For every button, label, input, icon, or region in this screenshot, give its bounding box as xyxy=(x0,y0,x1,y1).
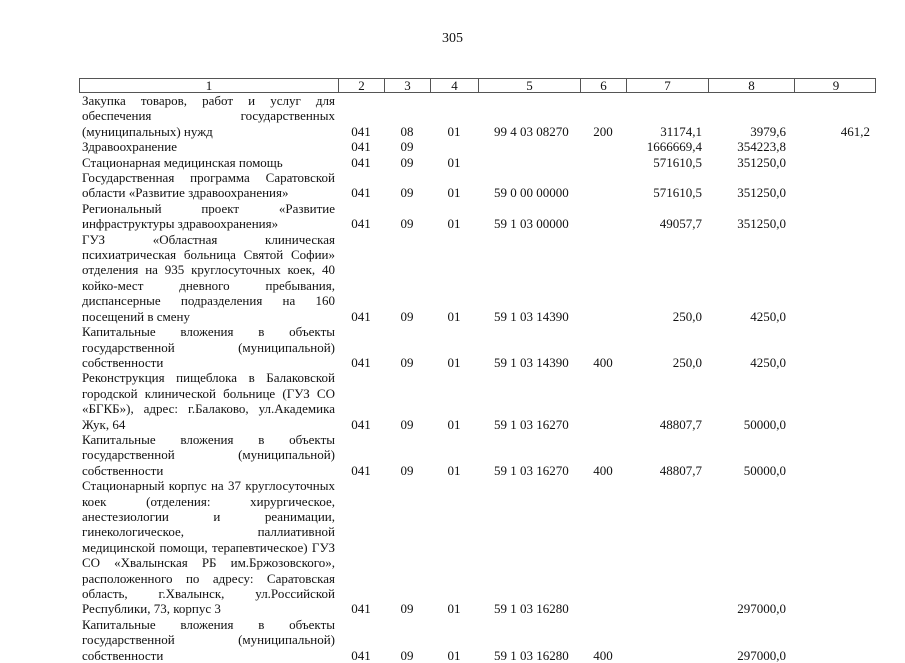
cell-c2: 041 xyxy=(351,154,371,170)
cell-c2: 041 xyxy=(351,123,371,139)
cell-c5: 59 1 03 16280 xyxy=(494,601,569,617)
cell-c2: 041 xyxy=(351,354,371,370)
table-row xyxy=(79,155,876,170)
cell-c4: 01 xyxy=(447,601,461,617)
cell-c8: 351250,0 xyxy=(737,185,786,201)
table-row xyxy=(79,170,876,201)
cell-c6: 400 xyxy=(593,354,613,370)
cell-c7: 571610,5 xyxy=(653,185,702,201)
cell-c3: 09 xyxy=(400,139,414,155)
cell-c6: 400 xyxy=(593,647,613,663)
table-row xyxy=(79,232,876,324)
cell-c5: 59 1 03 16270 xyxy=(494,462,569,478)
cell-c5: 59 1 03 14390 xyxy=(494,354,569,370)
cell-c3: 09 xyxy=(400,416,414,432)
cell-c8: 351250,0 xyxy=(737,154,786,170)
cell-c5: 99 4 03 08270 xyxy=(494,123,569,139)
header-cell: 9 xyxy=(832,78,840,93)
table-row xyxy=(79,432,876,478)
cell-c5: 59 1 03 16270 xyxy=(494,416,569,432)
table-row xyxy=(79,324,876,370)
cell-c5: 59 1 03 14390 xyxy=(494,308,569,324)
table-header xyxy=(79,78,876,93)
cell-c2: 041 xyxy=(351,185,371,201)
cell-c5: 59 1 03 16280 xyxy=(494,647,569,663)
table-row xyxy=(79,93,876,139)
cell-c4: 01 xyxy=(447,154,461,170)
cell-c2: 041 xyxy=(351,139,371,155)
row-name-cell: Стационарная медицинская помощь xyxy=(82,154,283,170)
header-cell: 1 xyxy=(80,79,339,92)
header-cell: 5 xyxy=(479,79,581,92)
cell-c4: 01 xyxy=(447,462,461,478)
cell-c8: 297000,0 xyxy=(737,601,786,617)
cell-c4: 01 xyxy=(447,647,461,663)
cell-c8: 297000,0 xyxy=(737,647,786,663)
cell-c9: 461,2 xyxy=(840,123,870,139)
cell-c8: 50000,0 xyxy=(743,462,786,478)
row-name-cell: Здравоохранение xyxy=(82,139,177,155)
page-number: 305 xyxy=(442,31,463,46)
row-name-cell: Реконструкция пищеблока в Балаковской городской клинической больнице (ГУЗ СО «БГКБ»), адрес: г.Балаково, ул.Академика Жук, 64 xyxy=(82,370,335,432)
cell-c3: 09 xyxy=(400,308,414,324)
row-name-cell: ГУЗ «Областная клиническая психиатрическая больница Святой Софии» отделения на 935 круглосуточных коек, 40 койко-мест дневного пребывания, диспансерные подразделения на 160 посещений в смену xyxy=(82,231,335,324)
cell-c8: 4250,0 xyxy=(750,354,786,370)
table-row xyxy=(79,478,876,617)
row-name-cell: Региональный проект «Развитие инфраструктуры здравоохранения» xyxy=(82,200,335,232)
cell-c2: 041 xyxy=(351,216,371,232)
header-cell: 4 xyxy=(431,79,479,92)
cell-c4: 01 xyxy=(447,416,461,432)
header-cell: 3 xyxy=(385,79,431,92)
header-cell: 7 xyxy=(627,79,709,92)
row-name-cell: Закупка товаров, работ и услуг для обеспечения государственных (муниципальных) нужд xyxy=(82,93,335,139)
cell-c2: 041 xyxy=(351,647,371,663)
header-cell: 2 xyxy=(339,79,385,92)
table-row xyxy=(79,139,876,154)
cell-c4: 01 xyxy=(447,123,461,139)
header-cell: 6 xyxy=(581,79,627,92)
row-name-cell: Капитальные вложения в объекты государственной (муниципальной) собственности xyxy=(82,324,335,370)
cell-c8: 4250,0 xyxy=(750,308,786,324)
cell-c4: 01 xyxy=(447,185,461,201)
cell-c7: 1666669,4 xyxy=(646,139,702,155)
cell-c7: 250,0 xyxy=(672,354,702,370)
cell-c7: 31174,1 xyxy=(660,123,702,139)
row-name-cell: Государственная программа Саратовской области «Развитие здравоохранения» xyxy=(82,170,335,201)
cell-c8: 50000,0 xyxy=(743,416,786,432)
cell-c8: 354223,8 xyxy=(737,139,786,155)
cell-c7: 49057,7 xyxy=(659,216,702,232)
cell-c6: 400 xyxy=(593,462,613,478)
cell-c2: 041 xyxy=(351,308,371,324)
row-name-cell: Стационарный корпус на 37 круглосуточных коек (отделения: хирургическое, анестезиологии и реанимации, гинекологическое, паллиативной медицинской помощи, терапевтическое) ГУЗ СО «Хвалынская РБ им.Бржозовского», расположенного по адресу: Саратовская область, г.Хвалынск, ул.Российской Республики, 73, корпус 3 xyxy=(82,478,335,617)
cell-c7: 48807,7 xyxy=(659,462,702,478)
cell-c2: 041 xyxy=(351,462,371,478)
cell-c7: 571610,5 xyxy=(653,154,702,170)
table-body xyxy=(79,93,876,663)
cell-c8: 3979,6 xyxy=(750,123,786,139)
cell-c2: 041 xyxy=(351,601,371,617)
cell-c4: 01 xyxy=(447,354,461,370)
cell-c4: 01 xyxy=(447,308,461,324)
cell-c3: 09 xyxy=(400,601,414,617)
cell-c6: 200 xyxy=(593,123,613,139)
row-name-cell: Капитальные вложения в объекты государственной (муниципальной) собственности xyxy=(82,431,335,478)
table-row xyxy=(79,201,876,232)
header-cell: 8 xyxy=(709,79,795,92)
cell-c8: 351250,0 xyxy=(737,216,786,232)
cell-c5: 59 1 03 00000 xyxy=(494,216,569,232)
cell-c3: 09 xyxy=(400,154,414,170)
table-row xyxy=(79,370,876,432)
row-name-cell: Капитальные вложения в объекты государственной (муниципальной) собственности xyxy=(82,616,335,663)
cell-c4: 01 xyxy=(447,216,461,232)
cell-c3: 09 xyxy=(400,185,414,201)
cell-c3: 09 xyxy=(400,354,414,370)
cell-c3: 09 xyxy=(400,216,414,232)
cell-c2: 041 xyxy=(351,416,371,432)
cell-c3: 09 xyxy=(400,647,414,663)
cell-c5: 59 0 00 00000 xyxy=(494,185,569,201)
cell-c7: 250,0 xyxy=(672,308,702,324)
cell-c3: 09 xyxy=(400,462,414,478)
cell-c3: 08 xyxy=(400,123,414,139)
cell-c7: 48807,7 xyxy=(659,416,702,432)
